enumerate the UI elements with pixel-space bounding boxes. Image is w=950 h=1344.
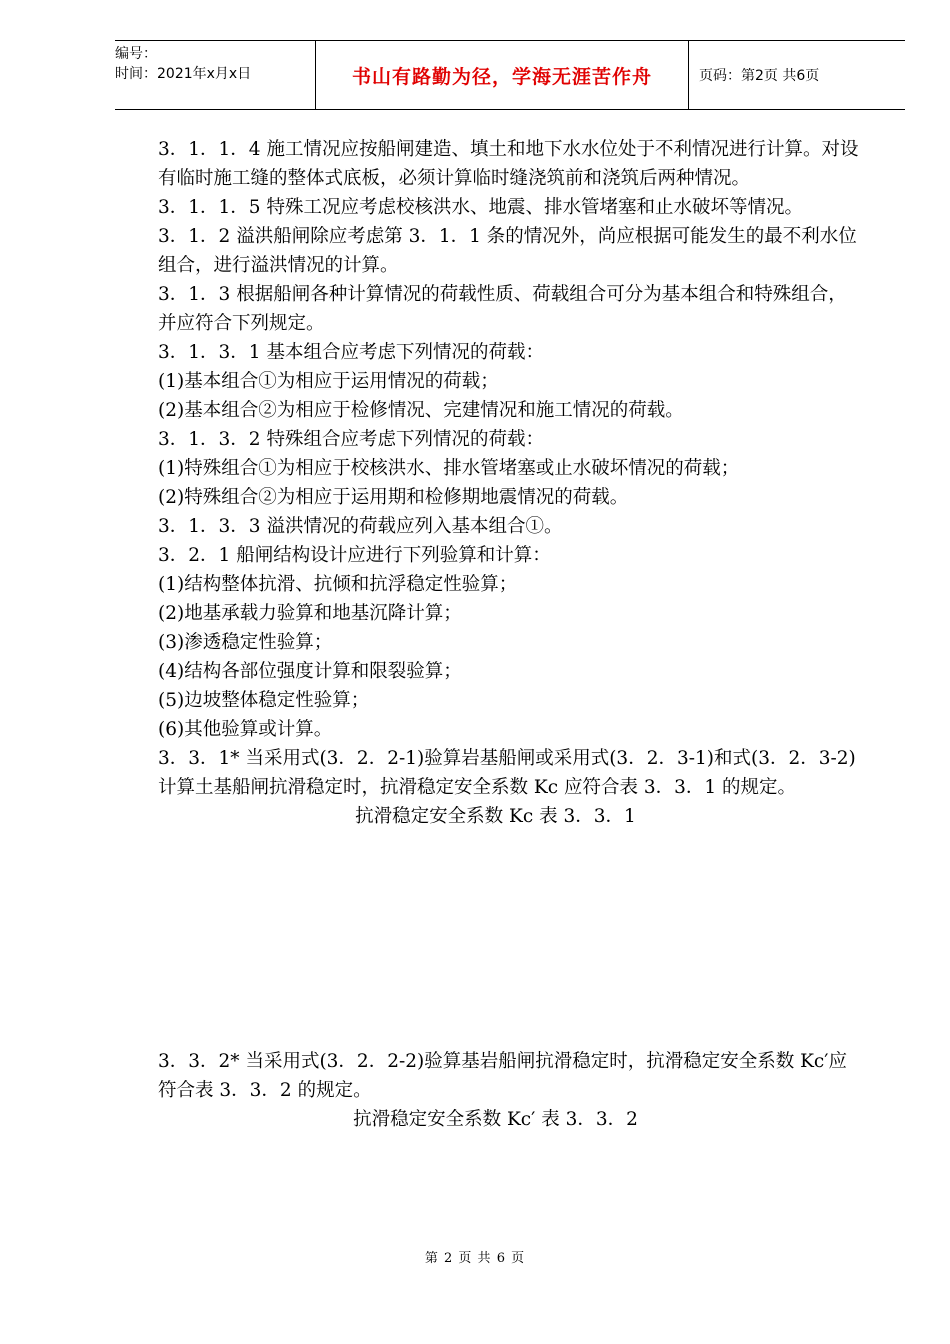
document-date: 时间：2021年x月x日 (115, 66, 252, 82)
header-motto: 书山有路勤为径，学海无涯苦作舟 (351, 65, 652, 88)
paragraph: 3．1．3．3 溢洪情况的荷载应列入基本组合①。 (158, 516, 563, 537)
header-motto-cell (315, 41, 689, 109)
list-item: (1)结构整体抗滑、抗倾和抗浮稳定性验算； (158, 574, 518, 595)
list-item: (2)基本组合②为相应于检修情况、完建情况和施工情况的荷载。 (158, 400, 684, 421)
table-caption: 抗滑稳定安全系数 Kc′ 表 3．3．2 (353, 1109, 638, 1130)
header-page-number: 页码：第2页 共6页 (699, 68, 820, 84)
header-page-cell (689, 41, 915, 109)
document-body (158, 135, 863, 1134)
paragraph: 3．3．2* 当采用式(3．2．2-2)验算基岩船闸抗滑稳定时，抗滑稳定安全系数 Kc′应符合表 3．3．2 的规定。 (158, 1051, 847, 1101)
table-caption: 抗滑稳定安全系数 Kc 表 3．3．1 (355, 806, 636, 827)
list-item: (6)其他验算或计算。 (158, 719, 333, 740)
paragraph: 3．2．1 船闸结构设计应进行下列验算和计算： (158, 545, 551, 566)
paragraph: 3．3．1* 当采用式(3．2．2-1)验算岩基船闸或采用式(3．2．3-1)和式(3．2．3-2)计算土基船闸抗滑稳定时，抗滑稳定安全系数 Kc 应符合表 3．3．1 的规定。 (158, 748, 856, 798)
page-footer: 第 2 页 共 6 页 (424, 1251, 526, 1266)
page-header (115, 40, 905, 110)
paragraph: 3．1．2 溢洪船闸除应考虑第 3．1．1 条的情况外，尚应根据可能发生的最不利水位组合，进行溢洪情况的计算。 (158, 226, 857, 276)
header-meta (115, 41, 315, 112)
paragraph: 3．1．3．2 特殊组合应考虑下列情况的荷载： (158, 429, 544, 450)
list-item: (1)基本组合①为相应于运用情况的荷载； (158, 371, 499, 392)
paragraph: 3．1．1．5 特殊工况应考虑校核洪水、地震、排水管堵塞和止水破坏等情况。 (158, 197, 803, 218)
paragraph: 3．1．3．1 基本组合应考虑下列情况的荷载： (158, 342, 544, 363)
table-placeholder (158, 831, 863, 1047)
list-item: (2)特殊组合②为相应于运用期和检修期地震情况的荷载。 (158, 487, 629, 508)
list-item: (1)特殊组合①为相应于校核洪水、排水管堵塞或止水破坏情况的荷载； (158, 458, 740, 479)
list-item: (5)边坡整体稳定性验算； (158, 690, 370, 711)
document-id-label: 编号： (115, 46, 157, 62)
paragraph: 3．1．1．4 施工情况应按船闸建造、填土和地下水水位处于不利情况进行计算。对设有临时施工缝的整体式底板，必须计算临时缝浇筑前和浇筑后两种情况。 (158, 139, 859, 189)
paragraph: 3．1．3 根据船闸各种计算情况的荷载性质、荷载组合可分为基本组合和特殊组合，并应符合下列规定。 (158, 284, 847, 334)
list-item: (3)渗透稳定性验算； (158, 632, 333, 653)
list-item: (4)结构各部位强度计算和限裂验算； (158, 661, 462, 682)
list-item: (2)地基承载力验算和地基沉降计算； (158, 603, 462, 624)
